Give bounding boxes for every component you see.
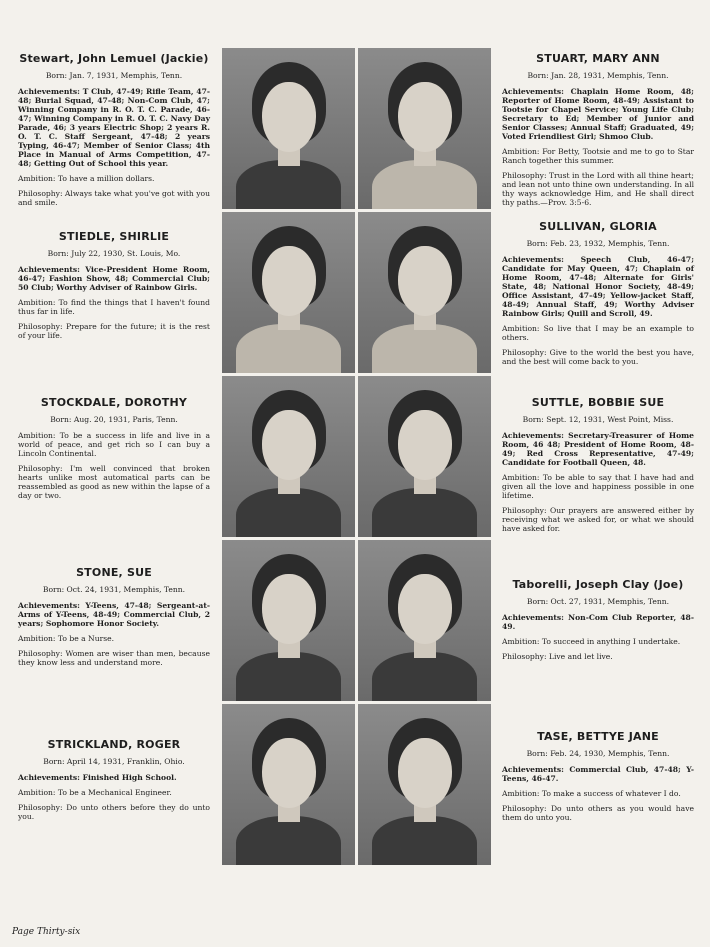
portrait-strickland-roger <box>222 704 355 865</box>
achievements: Achievements: Secretary-Treasurer of Home Room, 46 48; President of Home Room, 48-49; Red Cross Representative, 47-49; Candidate for Football Queen, 48. <box>502 431 694 467</box>
student-name: SUTTLE, BOBBIE SUE <box>531 396 665 409</box>
entry-stiedle-shirlie <box>18 230 210 346</box>
ambition: Ambition: To have a million dollars. <box>18 174 155 183</box>
portrait-taborelli-joseph <box>358 540 491 701</box>
student-name: STIEDLE, SHIRLIE <box>58 230 170 243</box>
birth-info: Born: Jan. 28, 1931, Memphis, Tenn. <box>527 71 669 80</box>
achievements: Achievements: Y-Teens, 47-48; Sergeant-at-Arms of Y-Teens, 48-49; Commercial Club, 2 years; Sophomore Honor Society. <box>18 601 210 628</box>
student-name: SULLIVAN, GLORIA <box>539 220 657 233</box>
philosophy: Philosophy: Give to the world the best you have, and the best will come back to you. <box>502 348 694 366</box>
birth-info: Born: Aug. 20, 1931, Paris, Tenn. <box>50 415 178 424</box>
philosophy: Philosophy: I'm well convinced that broken hearts unlike most automatical parts can be reassembled as good as new within the lapse of a day or two. <box>18 464 210 500</box>
achievements: Achievements: Commercial Club, 47-48; Y-Teens, 46-47. <box>502 765 694 783</box>
entry-stuart-mary-ann <box>502 52 694 213</box>
achievements: Achievements: Vice-President Home Room, 46-47; Fashion Show, 48; Commercial Club; 50 Club; Worthy Adviser of Rainbow Girls. <box>18 265 210 292</box>
achievements: Achievements: Non-Com Club Reporter, 48-49. <box>502 613 694 631</box>
portrait-stuart-mary-ann <box>358 48 491 209</box>
birth-info: Born: Feb. 23, 1932, Memphis, Tenn. <box>526 239 670 248</box>
page-number: Page Thirty-six <box>12 927 81 937</box>
philosophy: Philosophy: Prepare for the future; it is the rest of your life. <box>18 322 210 340</box>
philosophy: Philosophy: Live and let live. <box>502 652 613 661</box>
entry-sullivan-gloria <box>502 220 694 372</box>
ambition: Ambition: To be a success in life and live in a world of peace, and get rich so I can buy a Lincoln Continental. <box>18 431 210 458</box>
philosophy: Philosophy: Do unto others as you would have them do unto you. <box>502 804 694 822</box>
philosophy: Philosophy: Our prayers are answered either by receiving what we asked for, or what we should have asked for. <box>502 506 694 533</box>
achievements: Achievements: Speech Club, 46-47; Candidate for May Queen, 47; Chaplain of Home Room, 47-48; Alternate for Girls' State, 48; National Honor Society, 48-49; Office Assistant, 47-49; Yellow-jacket Staff, 48-49; Annual Staff, 49; Worthy Adviser Rainbow Girls; Quill and Scroll, 49. <box>502 255 694 318</box>
ambition: Ambition: To be a Nurse. <box>18 634 115 643</box>
portrait-stockdale-dorothy <box>222 376 355 537</box>
birth-info: Born: Feb. 24, 1930, Memphis, Tenn. <box>526 749 670 758</box>
birth-info: Born: Sept. 12, 1931, West Point, Miss. <box>522 415 674 424</box>
ambition: Ambition: To be a Mechanical Engineer. <box>18 788 172 797</box>
portrait-stewart-john <box>222 48 355 209</box>
ambition: Ambition: To find the things that I haven't found thus far in life. <box>18 298 210 316</box>
student-name: Stewart, John Lemuel (Jackie) <box>19 52 209 65</box>
ambition: Ambition: To succeed in anything I undertake. <box>502 637 681 646</box>
student-name: TASE, BETTYE JANE <box>537 730 659 743</box>
portrait-tase-bettye-jane <box>358 704 491 865</box>
birth-info: Born: Oct. 27, 1931, Memphis, Tenn. <box>526 597 670 606</box>
entry-tase-bettye-jane <box>502 730 694 828</box>
portrait-sullivan-gloria <box>358 212 491 373</box>
philosophy: Philosophy: Trust in the Lord with all thine heart; and lean not unto thine own understanding. In all thy ways acknowledge Him, and He shall direct thy paths.—Prov. 3:5-6. <box>502 171 694 207</box>
ambition: Ambition: To be able to say that I have had and given all the love and happiness possible in one lifetime. <box>502 473 694 500</box>
achievements: Achievements: T Club, 47-49; Rifle Team, 47-48; Burial Squad, 47-48; Non-Com Club, 47; Winning Company in R. O. T. C. Parade, 46-47; Winning Company in R. O. T. C. Navy Day Parade, 46; 3 years Electric Shop; 2 years R. O. T. C. Staff Sergeant, 47-48; 2 years Typing, 46-47; Member of Senior Class; 4th Place in Manual of Arms Competition, 47-48; Getting Out of School this year. <box>18 87 210 168</box>
entry-stone-sue <box>18 566 210 673</box>
ambition: Ambition: So live that I may be an example to others. <box>502 324 694 342</box>
student-name: STOCKDALE, DOROTHY <box>40 396 188 409</box>
philosophy: Philosophy: Always take what you've got with you and smile. <box>18 189 210 207</box>
entry-suttle-bobbie-sue <box>502 396 694 539</box>
achievements: Achievements: Chaplain Home Room, 48; Reporter of Home Room, 48-49; Assistant to Tootsie for Chapel Service; Young Life Club; Secretary to Ed; Member of Junior and Senior Classes; Annual Staff; Graduated, 49; Voted Friendliest Girl; Shmoo Club. <box>502 87 694 141</box>
achievements: Achievements: Finished High School. <box>18 773 177 782</box>
ambition: Ambition: To make a success of whatever I do. <box>502 789 681 798</box>
student-name: STONE, SUE <box>76 566 152 579</box>
entry-strickland-roger <box>18 738 210 827</box>
entry-stewart-john <box>18 52 210 213</box>
birth-info: Born: Oct. 24, 1931, Memphis, Tenn. <box>42 585 186 594</box>
portrait-suttle-bobbie-sue <box>358 376 491 537</box>
philosophy: Philosophy: Do unto others before they do unto you. <box>18 803 210 821</box>
ambition: Ambition: For Betty, Tootsie and me to go to Star Ranch together this summer. <box>502 147 694 165</box>
entry-taborelli-joseph <box>502 578 694 667</box>
portrait-stone-sue <box>222 540 355 701</box>
birth-info: Born: Jan. 7, 1931, Memphis, Tenn. <box>45 71 183 80</box>
student-name: STRICKLAND, ROGER <box>47 738 181 751</box>
philosophy: Philosophy: Women are wiser than men, because they know less and understand more. <box>18 649 210 667</box>
portrait-stiedle-shirlie <box>222 212 355 373</box>
birth-info: Born: July 22, 1930, St. Louis, Mo. <box>47 249 181 258</box>
birth-info: Born: April 14, 1931, Franklin, Ohio. <box>43 757 185 766</box>
entry-stockdale-dorothy <box>18 396 210 506</box>
student-name: Taborelli, Joseph Clay (Joe) <box>512 578 684 591</box>
student-name: STUART, MARY ANN <box>536 52 660 65</box>
